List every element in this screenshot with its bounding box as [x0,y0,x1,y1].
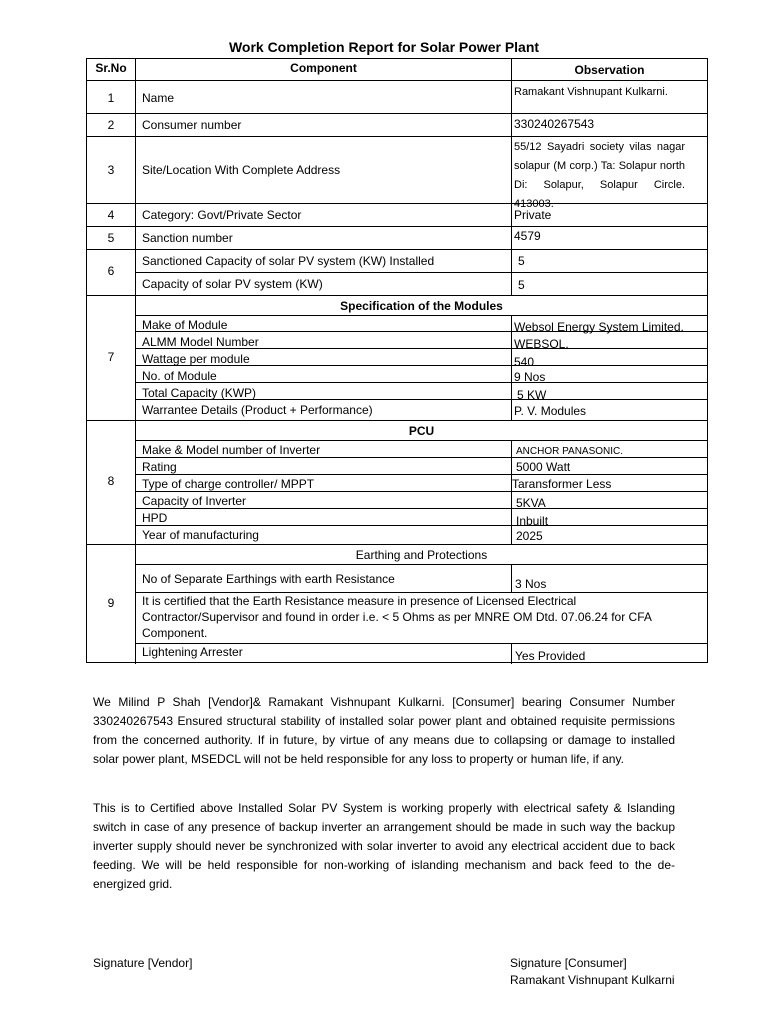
row-number: 9 [107,596,115,610]
observation-cell: 3 Nos [515,577,547,591]
observation-cell: P. V. Modules [514,404,587,418]
page-title: Work Completion Report for Solar Power Plant [228,39,540,55]
row-number: 5 [107,231,115,245]
certification-text: Component. [142,626,208,640]
declaration-paragraph: We Milind P Shah [Vendor]& Ramakant Vishnupant Kulkarni. [Consumer] bearing Consumer Number 330240267543 Ensured structural stability of installed solar power plant and obtained requisite permissions from the concerned authority. If in future, by virtue of any means due to collapsing or damage to installed solar power plant, MSEDCL will not be held responsible for any loss to property or human life, if any. [93,695,675,766]
observation-cell: 2025 [516,529,543,543]
component-cell: Make of Module [142,318,228,332]
observation-cell: Inbuilt [516,514,549,528]
observation-cell: 5KVA [516,496,546,510]
component-cell: No. of Module [142,369,217,383]
row-number: 4 [107,208,115,222]
component-cell: Sanction number [142,231,233,245]
observation-cell: Yes Provided [515,649,586,663]
address-cell: 55/12 Sayadri society vilas nagar solapur (M corp.) Ta: Solapur north Di: Solapur, Solapur Circle. 413003. [514,141,685,210]
observation-cell: 540 [514,355,535,369]
observation-cell: Taransformer Less [512,477,612,491]
component-cell: Capacity of solar PV system (KW) [142,277,323,291]
header-observation: Observation [574,63,645,77]
row-number: 7 [107,350,115,364]
observation-cell: 5 [518,278,525,292]
certification-text: It is certified that the Earth Resistance measure in presence of Licensed Electrical [142,594,577,608]
component-cell: Total Capacity (KWP) [142,386,257,400]
declaration-paragraph: This is to Certified above Installed Solar PV System is working properly with electrical safety & Islanding switch in case of any presence of backup inverter an arrangement should be made in such way the backup inverter supply should never be synchronized with solar inverter to avoid any electrical accident due to back feeding. We will be held responsible for non-working of islanding mechanism and back feed to the de-energized grid. [93,801,675,891]
observation-cell: Websol Energy System Limited. [514,320,684,334]
component-cell: Name [142,91,175,105]
consumer-signature-label: Signature [Consumer] [510,956,627,970]
section-heading: Specification of the Modules [340,299,503,313]
observation-cell: Ramakant Vishnupant Kulkarni. [514,86,668,98]
component-cell: Category: Govt/Private Sector [142,208,302,222]
certification-text: Contractor/Supervisor and found in order i.e. < 5 Ohms as per MNRE OM Dtd. 07.06.24 for CFA [142,610,652,624]
header-srno: Sr.No [95,61,127,75]
observation-cell: 9 Nos [514,370,546,384]
component-cell: Rating [142,460,177,474]
row-number: 6 [107,264,115,278]
observation-cell: WEBSOL. [514,337,569,351]
observation-cell: ANCHOR PANASONIC. [516,446,624,457]
component-cell: Site/Location With Complete Address [142,163,341,177]
component-cell: Sanctioned Capacity of solar PV system (KW) Installed [142,254,435,268]
row-number: 8 [107,474,115,488]
component-cell: Capacity of Inverter [142,494,247,508]
component-cell: Year of manufacturing [142,528,259,542]
component-cell: Wattage per module [142,352,250,366]
observation-cell: 330240267543 [514,117,595,131]
section-heading: PCU [408,424,435,438]
section-heading: Earthing and Protections [355,548,488,562]
row-number: 3 [107,163,115,177]
row-number: 1 [107,91,115,105]
component-cell: Warrantee Details (Product + Performance) [142,403,373,417]
observation-cell: 5 [518,254,525,268]
report-table [86,58,708,663]
component-cell: Make & Model number of Inverter [142,443,321,457]
component-cell: Lightening Arrester [142,645,243,659]
observation-cell: 5 KW [517,388,547,402]
observation-cell: 4579 [514,229,541,243]
component-cell: Consumer number [142,118,242,132]
component-cell: No of Separate Earthings with earth Resistance [142,572,395,586]
observation-cell: 5000 Watt [516,460,571,474]
consumer-name: Ramakant Vishnupant Kulkarni [510,973,675,987]
observation-cell: Private [514,208,552,222]
row-number: 2 [107,118,115,132]
component-cell: Type of charge controller/ MPPT [142,477,315,491]
vendor-signature-label: Signature [Vendor] [93,956,193,970]
component-cell: HPD [142,511,168,525]
header-component: Component [290,61,357,75]
component-cell: ALMM Model Number [142,335,259,349]
